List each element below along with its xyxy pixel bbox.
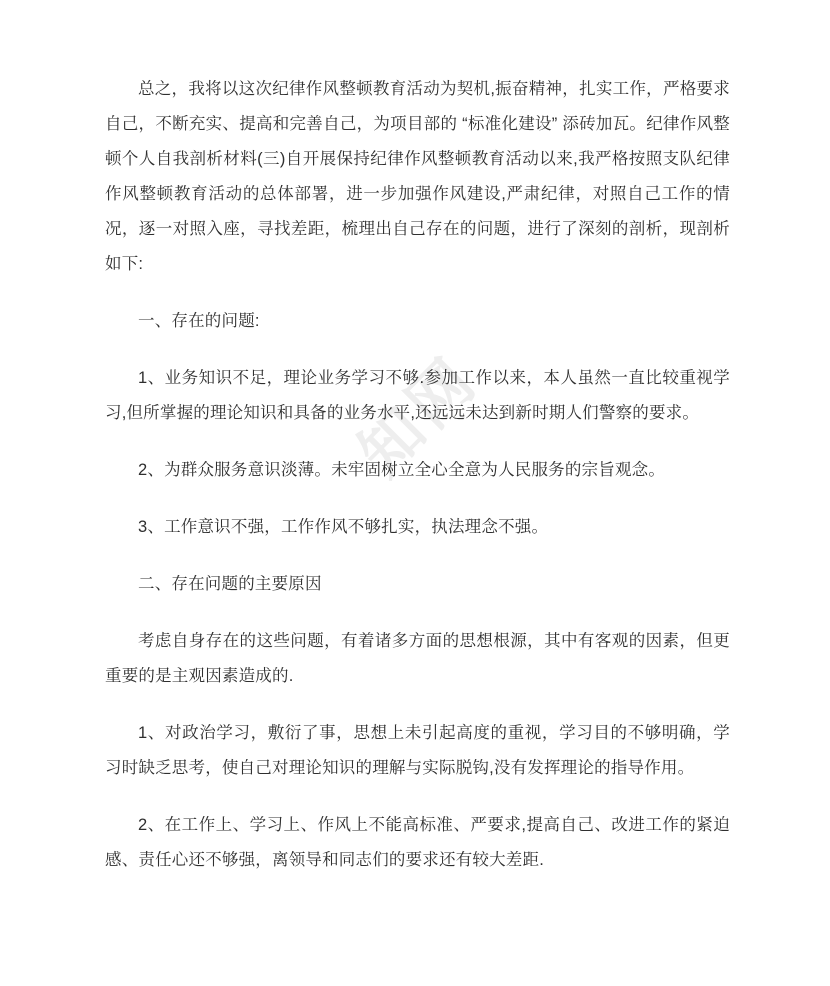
paragraph-item-1-1: 1、业务知识不足，理论业务学习不够.参加工作以来，本人虽然一直比较重视学习,但所掌握的理论知识和具备的业务水平,还远远未达到新时期人们警察的要求。 (105, 369, 730, 422)
paragraph-cause-intro: 考虑自身存在的这些问题，有着诸多方面的思想根源，其中有客观的因素，但更重要的是主观因素造成的. (105, 632, 730, 685)
section-heading-one: 一、存在的问题: (138, 312, 260, 330)
paragraph-item-2-2: 2、在工作上、学习上、作风上不能高标准、严要求,提高自己、改进工作的紧迫感、责任心还不够强，离领导和同志们的要求还有较大差距. (105, 816, 730, 869)
watermark-char-2: 网 (394, 346, 489, 441)
paragraph-item-1-3: 3、工作意识不强，工作作风不够扎实，执法理念不强。 (138, 518, 549, 536)
section-heading-two: 二、存在问题的主要原因 (138, 575, 322, 593)
paragraph-item-1-2: 2、为群众服务意识淡薄。未牢固树立全心全意为人民服务的宗旨观念。 (138, 461, 666, 479)
paragraph-item-2-1: 1、对政治学习，敷衍了事，思想上未引起高度的重视，学习目的不够明确，学习时缺乏思考，使自己对理论知识的理解与实际脱钩,没有发挥理论的指导作用。 (105, 724, 730, 777)
watermark-char-1: 知 (346, 394, 441, 489)
paragraph-intro: 总之，我将以这次纪律作风整顿教育活动为契机,振奋精神，扎实工作，严格要求自己，不断充实、提高和完善自己，为项目部的 “标准化建设” 添砖加瓦。纪律作风整顿个人自我剖析材料(三)自开展保持纪律作风整顿教育活动以来,我严格按照支队纪律作风整顿教育活动的总体部署，进一步加强作风建设,严肃纪律，对照自己工作的情况，逐一对照入座，寻找差距，梳理出自己存在的问题，进行了深刻的剖析，现剖析如下: (105, 80, 730, 273)
